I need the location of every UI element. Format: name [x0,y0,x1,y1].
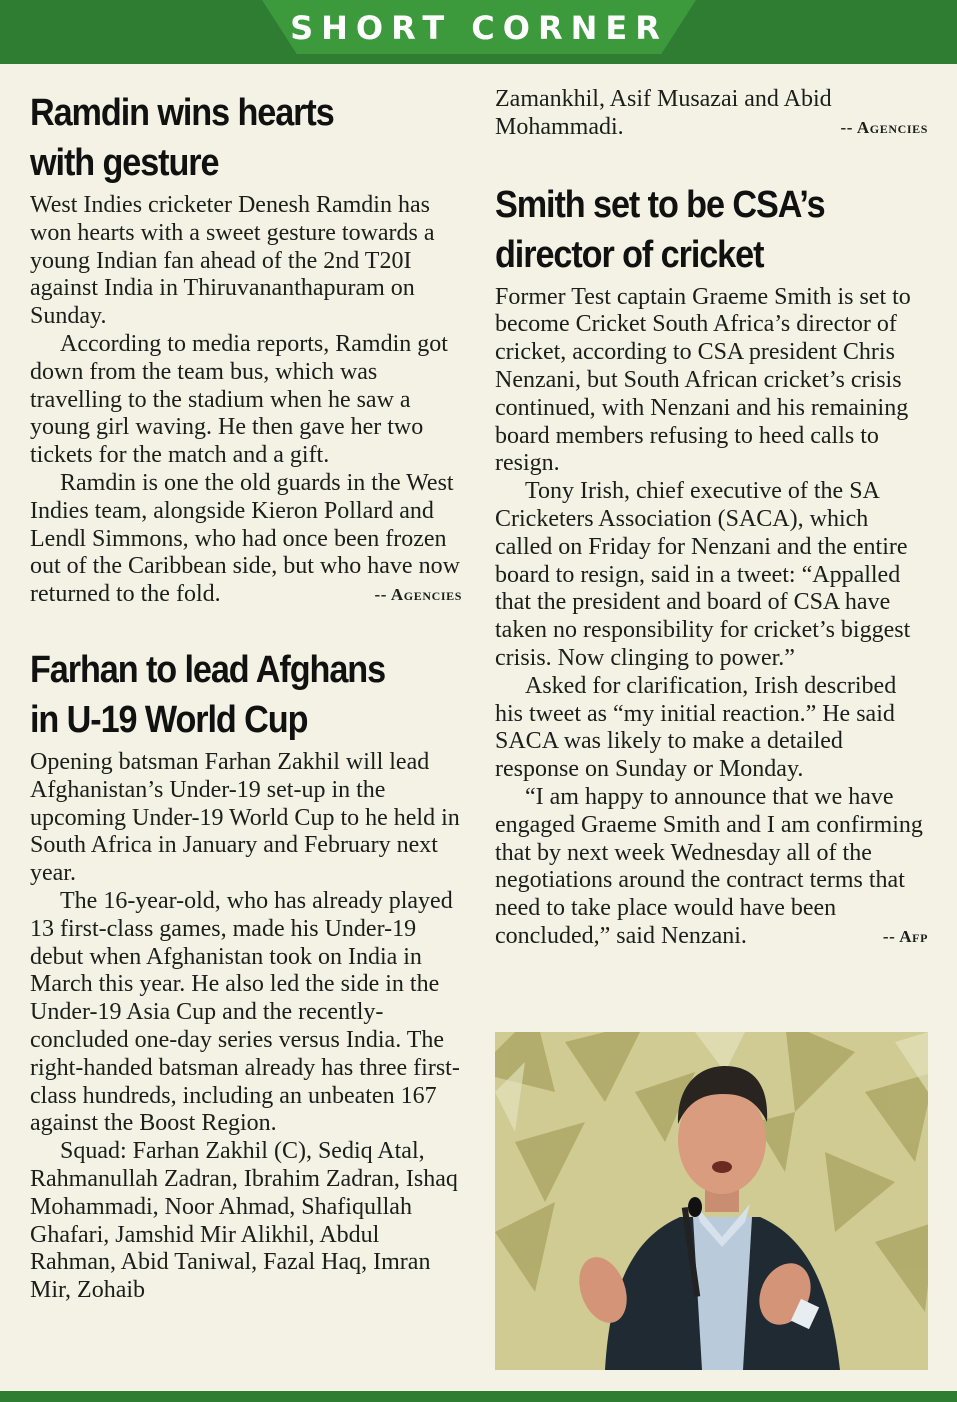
headline-line: director of cricket [495,233,764,276]
paragraph-text: Zamankhil, Asif Musazai and Abid Mohammadi. [495,86,832,140]
headline-ramdin [30,88,419,188]
article-ramdin [30,88,462,609]
bottom-rule [0,1391,957,1402]
headline-line: Farhan to lead Afghans [30,648,386,691]
article-body [30,192,462,609]
paragraph: Former Test captain Graeme Smith is set to become Cricket South Africa’s director of cricket, according to CSA president Chris Nenzani, but South African cricket’s crisis continued, with Nenzani and his remaining board members refusing to heed calls to resign. [495,283,911,477]
headline-line: with gesture [30,142,219,184]
left-column [30,88,462,1305]
headline-line: Ramdin wins hearts [30,92,334,134]
paragraph: Tony Irish, chief executive of the SA Cricketers Association (SACA), which called on Friday for Nenzani and the entire board to resign, said in a tweet: “Appalled that the president and board of CSA have taken no responsibility for cricket’s biggest crisis. Now clinging to power.” [495,478,911,671]
paragraph [495,86,928,142]
photo-illustration [495,1032,928,1370]
headline-line: in U-19 World Cup [30,698,308,741]
headline-farhan [30,645,419,745]
article-smith [495,180,928,951]
credit-line: -- Agencies [840,117,928,137]
paragraph-text: Ramdin is one the old guards in the West Indies team, alongside Kieron Pollard and Lendl Simmons, who had once been frozen out of the Caribbean side, but who have now returned to the fold. [30,469,460,608]
paragraph: The 16-year-old, who has already played 13 first-class games, made his Under-19 debut when Afghanistan took on India in March this year. He also led the side in the Under-19 Asia Cup and the recently-concluded one-day series versus India. The right-handed batsman already has three first-class hundreds, including an unbeaten 167 against the Boost Region. [30,887,460,1137]
speaker-photo [495,1032,928,1370]
section-title: SHORT CORNER [290,9,668,47]
paragraph: Asked for clarification, Irish described his tweet as “my initial reaction.” He said SACA was likely to make a detailed response on Sunday or Monday. [495,672,897,783]
paragraph: Opening batsman Farhan Zakhil will lead Afghanistan’s Under-19 set-up in the upcoming Under-19 World Cup to he held in South Africa in January and February next year. [30,748,460,887]
article-body [30,749,462,1305]
article-body-continued [495,86,928,142]
paragraph: Squad: Farhan Zakhil (C), Sediq Atal, Rahmanullah Zadran, Ibrahim Zadran, Ishaq Mohammadi, Noor Ahmad, Shafiqullah Ghafari, Jamshid Mir Alikhil, Abdul Rahman, Abid Taniwal, Fazal Haq, Imran Mir, Zohaib [30,1138,458,1304]
article-farhan [30,645,462,1305]
credit-line: -- Afp [882,926,928,946]
paragraph [30,470,462,609]
paragraph-text: “I am happy to announce that we have engaged Graeme Smith and I am confirming that by next week Wednesday all of the negotiations around the contract terms that need to take place would have been concluded,” said Nenzani. [495,783,923,949]
article-body [495,284,928,951]
headline-smith [495,180,885,280]
paragraph: According to media reports, Ramdin got down from the team bus, which was travelling to the stadium when he saw a young girl waving. He then gave her two tickets for the match and a gift. [30,330,448,469]
section-banner [0,0,957,64]
credit-line: -- Agencies [374,585,462,605]
headline-line: Smith set to be CSA’s [495,183,825,226]
right-column [495,86,928,951]
paragraph [495,784,928,951]
paragraph: West Indies cricketer Denesh Ramdin has won hearts with a sweet gesture towards a young Indian fan ahead of the 2nd T20I against India in Thiruvananthapuram on Sunday. [30,192,435,330]
